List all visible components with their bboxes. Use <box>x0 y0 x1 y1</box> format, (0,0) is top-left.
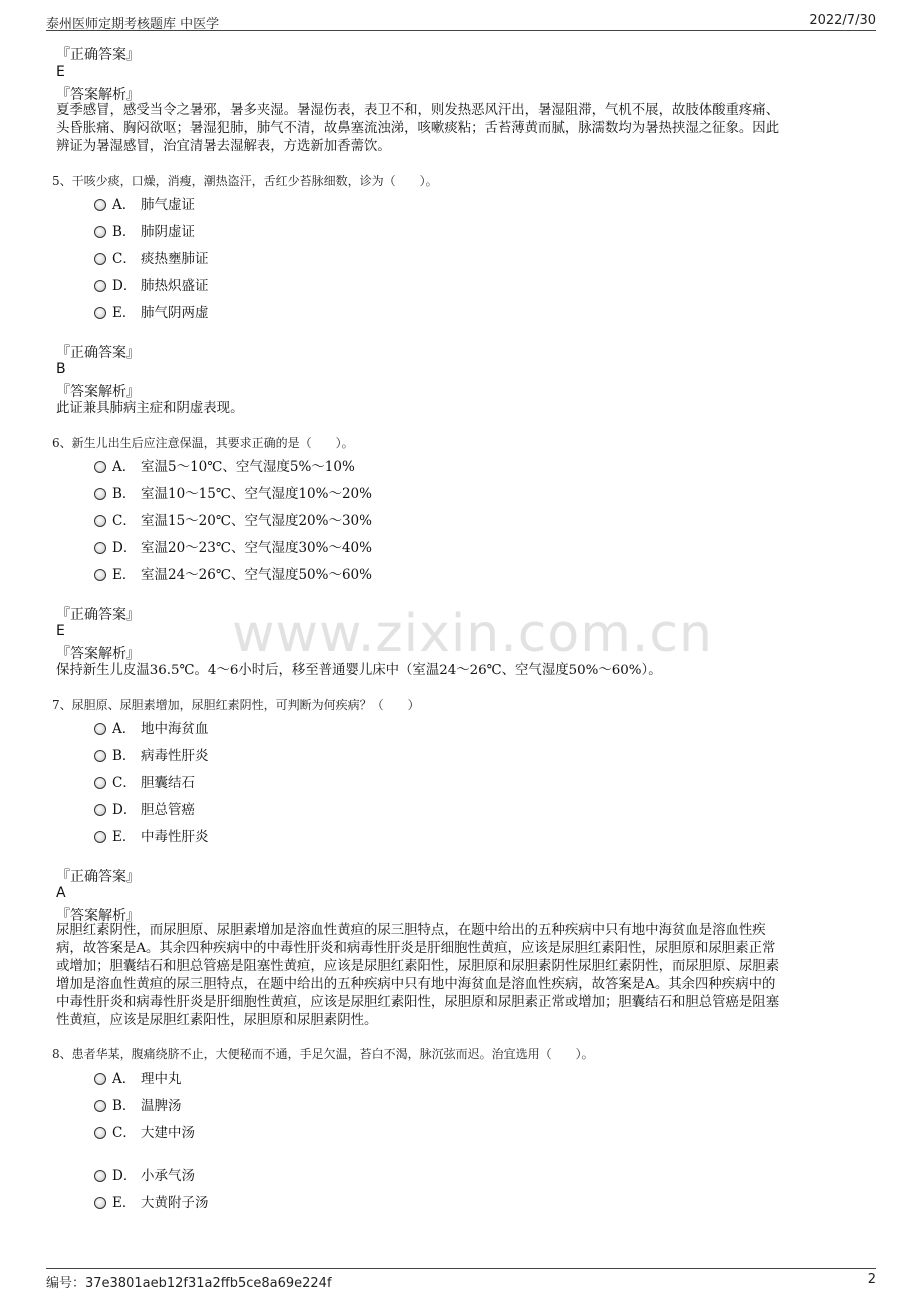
radio-button[interactable] <box>94 461 106 473</box>
option-a[interactable]: A． 地中海贫血 <box>94 717 209 737</box>
radio-button[interactable] <box>94 777 106 789</box>
option-a[interactable]: A． 理中丸 <box>94 1067 182 1087</box>
option-e[interactable]: E． 中毒性肝炎 <box>94 825 209 845</box>
radio-button[interactable] <box>94 723 106 735</box>
option-c[interactable]: C． 室温15～20℃、空气湿度20%～30% <box>94 509 372 529</box>
radio-button[interactable] <box>94 280 106 292</box>
radio-button[interactable] <box>94 199 106 211</box>
radio-button[interactable] <box>94 569 106 581</box>
correct-answer-label: 『正确答案』 <box>56 345 140 361</box>
option-b[interactable]: B． 温脾汤 <box>94 1094 182 1114</box>
correct-answer-label: 『正确答案』 <box>56 47 140 63</box>
radio-button[interactable] <box>94 1100 106 1112</box>
question-stem: 5、干咳少痰，口燥，消瘦，潮热盗汗，舌红少苔脉细数，诊为（ ）。 <box>52 174 438 188</box>
option-b[interactable]: B． 病毒性肝炎 <box>94 744 209 764</box>
analysis-text: 保持新生儿皮温36.5℃。4～6小时后，移至普通婴儿床中（室温24～26℃、空气湿度50%～60%）。 <box>56 663 662 678</box>
header-date: 2022/7/30 <box>809 13 876 28</box>
analysis-label: 『答案解析』 <box>56 646 140 662</box>
analysis-label: 『答案解析』 <box>56 87 140 103</box>
page-number: 2 <box>867 1272 876 1287</box>
footer-id: 编号：37e3801aeb12f31a2ffb5ce8a69e224f <box>46 1276 332 1291</box>
radio-button[interactable] <box>94 226 106 238</box>
question-stem: 8、患者华某，腹痛绕脐不止，大便秘而不通，手足欠温，苔白不渴，脉沉弦而迟。治宜选用（ ）。 <box>52 1047 594 1061</box>
option-c[interactable]: C． 痰热壅肺证 <box>94 247 209 267</box>
radio-button[interactable] <box>94 488 106 500</box>
correct-answer-value: A <box>56 885 66 901</box>
radio-button[interactable] <box>94 307 106 319</box>
correct-answer-label: 『正确答案』 <box>56 607 140 623</box>
page-header <box>46 10 876 31</box>
option-e[interactable]: E． 室温24～26℃、空气湿度50%～60% <box>94 563 372 583</box>
header-title: 泰州医师定期考核题库 中医学 <box>46 17 220 32</box>
question-stem: 7、尿胆原、尿胆素增加，尿胆红素阴性，可判断为何疾病？（ ） <box>52 698 420 712</box>
radio-button[interactable] <box>94 253 106 265</box>
radio-button[interactable] <box>94 542 106 554</box>
radio-button[interactable] <box>94 1073 106 1085</box>
option-b[interactable]: B． 肺阴虚证 <box>94 220 195 240</box>
page-footer <box>46 1268 876 1291</box>
option-b[interactable]: B． 室温10～15℃、空气湿度10%～20% <box>94 482 372 502</box>
analysis-text: 尿胆红素阴性，而尿胆原、尿胆素增加是溶血性黄疸的尿三胆特点，在题中给出的五种疾病中只有地中海贫血是溶血性疾 病，故答案是A。其余四种疾病中的中毒性肝炎和病毒性肝炎是肝细胞性黄疸，应该是尿胆红素阳性，尿胆原和尿胆素正常 或增加；胆囊结石和胆总管癌是阻塞性黄疸，应该是尿胆红素阳性，尿胆原和尿胆素阴性尿胆红素阴性，而尿胆原、尿胆素 增加是溶血性黄疸的尿三胆特点，在题中给出的五种疾病中只有地中海贫血是溶血性疾病，故答案是A。其余四种疾病中的 中毒性肝炎和病毒性肝炎是肝细胞性黄疸，应该是尿胆红素阳性，尿胆原和尿胆素正常或增加；胆囊结石和胆总管癌是阻塞 性黄疸，应该是尿胆红素阳性，尿胆原和尿胆素阴性。 <box>56 923 780 1028</box>
option-d[interactable]: D． 室温20～23℃、空气湿度30%～40% <box>94 536 372 556</box>
correct-answer-value: E <box>56 64 65 80</box>
radio-button[interactable] <box>94 515 106 527</box>
radio-button[interactable] <box>94 1127 106 1139</box>
option-e[interactable]: E． 大黄附子汤 <box>94 1191 209 1211</box>
option-e[interactable]: E． 肺气阴两虚 <box>94 301 209 321</box>
analysis-text: 夏季感冒，感受当令之暑邪，暑多夹湿。暑湿伤表，表卫不和，则发热恶风汗出，暑湿阻滞，气机不展，故肢体酸重疼痛、 头昏胀痛、胸闷欲呕；暑湿犯肺，肺气不清，故鼻塞流浊涕，咳嗽痰粘；舌苔薄黄而腻，脉濡数均为暑热挟湿之征象。因此 辨证为暑湿感冒，治宜清暑去湿解表，方选新加香薷饮。 <box>56 103 780 154</box>
option-c[interactable]: C． 大建中汤 <box>94 1121 195 1141</box>
question-stem: 6、新生儿出生后应注意保温，其要求正确的是（ ）。 <box>52 436 354 450</box>
radio-button[interactable] <box>94 1197 106 1209</box>
analysis-label: 『答案解析』 <box>56 384 140 400</box>
option-d[interactable]: D． 小承气汤 <box>94 1164 195 1184</box>
option-c[interactable]: C． 胆囊结石 <box>94 771 195 791</box>
correct-answer-value: E <box>56 623 65 639</box>
option-a[interactable]: A． 肺气虚证 <box>94 193 195 213</box>
watermark: www.zixin.com.cn <box>232 604 713 664</box>
option-d[interactable]: D． 肺热炽盛证 <box>94 274 209 294</box>
analysis-label: 『答案解析』 <box>56 908 140 924</box>
analysis-text: 此证兼具肺病主症和阴虚表现。 <box>56 401 244 416</box>
radio-button[interactable] <box>94 831 106 843</box>
radio-button[interactable] <box>94 1170 106 1182</box>
option-a[interactable]: A． 室温5～10℃、空气湿度5%～10% <box>94 455 355 475</box>
radio-button[interactable] <box>94 804 106 816</box>
correct-answer-value: B <box>56 361 66 377</box>
radio-button[interactable] <box>94 750 106 762</box>
option-d[interactable]: D． 胆总管癌 <box>94 798 195 818</box>
correct-answer-label: 『正确答案』 <box>56 869 140 885</box>
